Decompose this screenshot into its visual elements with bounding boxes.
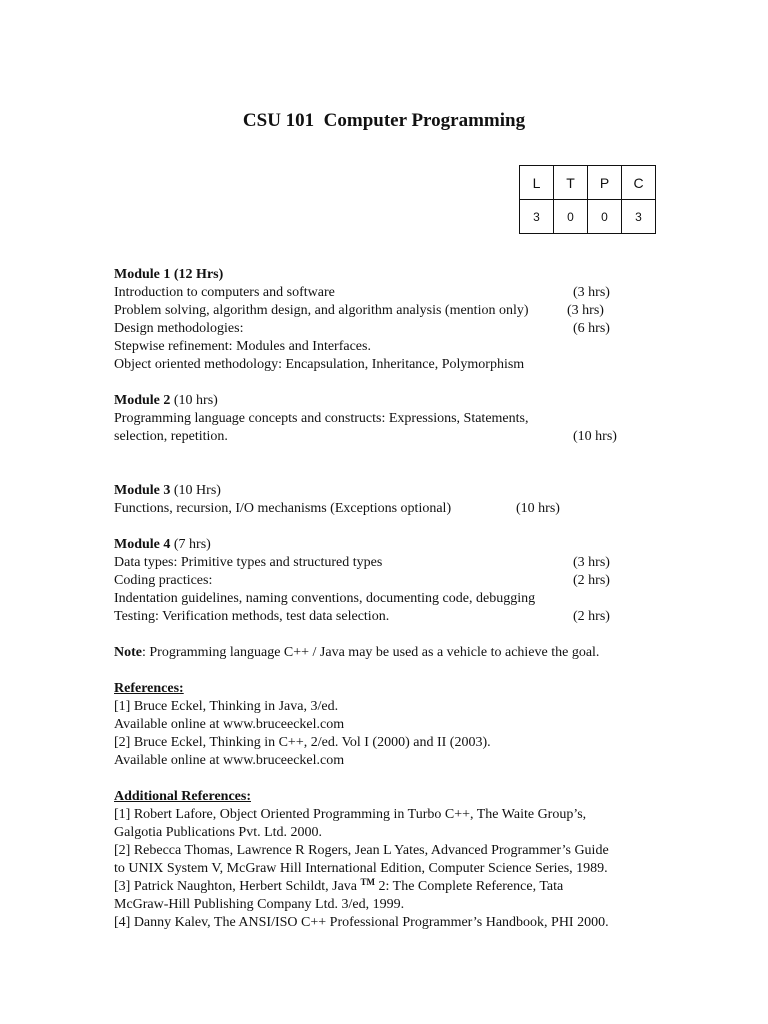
- module4-line-text: Indentation guidelines, naming conventions, documenting code, debugging: [114, 591, 536, 606]
- module4-line-hrs: (3 hrs): [573, 555, 610, 570]
- ltpc-value-t: 0: [554, 200, 588, 234]
- module3-line-hrs: (10 hrs): [516, 501, 560, 516]
- additional-reference-line: [2] Rebecca Thomas, Lawrence R Rogers, Jean L Yates, Advanced Programmer’s Guide: [114, 843, 609, 858]
- module1-line-hrs: (3 hrs): [567, 303, 604, 318]
- module1-line-hrs: (3 hrs): [573, 285, 610, 300]
- ltpc-table: [519, 165, 656, 234]
- module3-heading: [114, 482, 674, 500]
- additional-reference-line: to UNIX System V, McGraw Hill International Edition, Computer Science Series, 1989.: [114, 861, 608, 876]
- additional-reference-line: [4] Danny Kalev, The ANSI/ISO C++ Professional Programmer’s Handbook, PHI 2000.: [114, 915, 609, 930]
- references-heading: [114, 680, 674, 698]
- module4-line: [114, 572, 674, 590]
- note-text: : Programming language C++ / Java may be used as a vehicle to achieve the goal.: [142, 645, 600, 660]
- module1-line-text: Stepwise refinement: Modules and Interfaces.: [114, 339, 371, 354]
- module4-line: [114, 590, 674, 608]
- module1-line-text: Design methodologies:: [114, 321, 244, 336]
- module1-line: [114, 284, 674, 302]
- additional-reference-line: [114, 878, 674, 896]
- module1-heading: [114, 266, 674, 284]
- reference-line: Available online at www.bruceeckel.com: [114, 717, 345, 732]
- ltpc-header-t: T: [554, 166, 588, 200]
- ltpc-values-row: [520, 200, 656, 234]
- additional-references-heading-text: Additional References:: [114, 789, 251, 804]
- ltpc-value-p: 0: [588, 200, 622, 234]
- module3-line-text: Functions, recursion, I/O mechanisms (Exceptions optional): [114, 501, 452, 516]
- additional-references-heading: [114, 788, 674, 806]
- ltpc-value-l: 3: [520, 200, 554, 234]
- module1-hours: (12 Hrs): [173, 267, 224, 282]
- module4-line-hrs: (2 hrs): [573, 609, 610, 624]
- page-title: CSU 101 Computer Programming: [242, 110, 526, 131]
- module1-line: [114, 356, 674, 374]
- reference-line: [2] Bruce Eckel, Thinking in C++, 2/ed. Vol I (2000) and II (2003).: [114, 735, 491, 750]
- trademark-mark: TM: [360, 877, 375, 887]
- module4-line-text: Data types: Primitive types and structured types: [114, 555, 383, 570]
- ref3-start: [3] Patrick Naughton, Herbert Schildt, Java: [114, 879, 361, 894]
- reference-line: [1] Bruce Eckel, Thinking in Java, 3/ed.: [114, 699, 339, 714]
- module3-line: [114, 500, 674, 518]
- module4-line-text: Testing: Verification methods, test data selection.: [114, 609, 390, 624]
- module4-hours: (7 hrs): [173, 537, 211, 552]
- module4-line-text: Coding practices:: [114, 573, 213, 588]
- module1-line-text: Introduction to computers and software: [114, 285, 335, 300]
- module1-line-hrs: (6 hrs): [573, 321, 610, 336]
- ltpc-header-p: P: [588, 166, 622, 200]
- module2-line-text: Programming language concepts and constructs: Expressions, Statements,: [114, 411, 529, 426]
- module2-line: [114, 428, 674, 446]
- module2-hours: (10 hrs): [173, 393, 218, 408]
- additional-reference-line: McGraw-Hill Publishing Company Ltd. 3/ed, 1999.: [114, 897, 405, 912]
- ltpc-header-l: L: [520, 166, 554, 200]
- additional-reference-line: [1] Robert Lafore, Object Oriented Programming in Turbo C++, The Waite Group’s,: [114, 807, 587, 822]
- module4-line-hrs: (2 hrs): [573, 573, 610, 588]
- module4-line: [114, 608, 674, 626]
- note-label: Note: [114, 645, 142, 660]
- reference-line: Available online at www.bruceeckel.com: [114, 753, 345, 768]
- references-heading-text: References:: [114, 681, 184, 696]
- ltpc-header-row: [520, 166, 656, 200]
- module3-hours: (10 Hrs): [173, 483, 221, 498]
- syllabus-content: [114, 266, 674, 932]
- module1-line: [114, 302, 674, 320]
- module1-line-text: Problem solving, algorithm design, and algorithm analysis (mention only): [114, 303, 529, 318]
- module3-label: Module 3: [114, 483, 171, 498]
- additional-reference-line: Galgotia Publications Pvt. Ltd. 2000.: [114, 825, 323, 840]
- module4-label: Module 4: [114, 537, 171, 552]
- note-line: [114, 644, 674, 662]
- module2-line-text: selection, repetition.: [114, 429, 228, 444]
- module2-label: Module 2: [114, 393, 171, 408]
- ltpc-value-c: 3: [622, 200, 656, 234]
- module1-line: [114, 338, 674, 356]
- module4-line: [114, 554, 674, 572]
- ref3-end: 2: The Complete Reference, Tata: [375, 879, 564, 894]
- module4-heading: [114, 536, 674, 554]
- module2-line-hrs: (10 hrs): [573, 429, 617, 444]
- module2-line: [114, 410, 674, 428]
- module1-label: Module 1: [114, 267, 171, 282]
- module1-line-text: Object oriented methodology: Encapsulation, Inheritance, Polymorphism: [114, 357, 525, 372]
- ltpc-header-c: C: [622, 166, 656, 200]
- module2-heading: [114, 392, 674, 410]
- module1-line: [114, 320, 674, 338]
